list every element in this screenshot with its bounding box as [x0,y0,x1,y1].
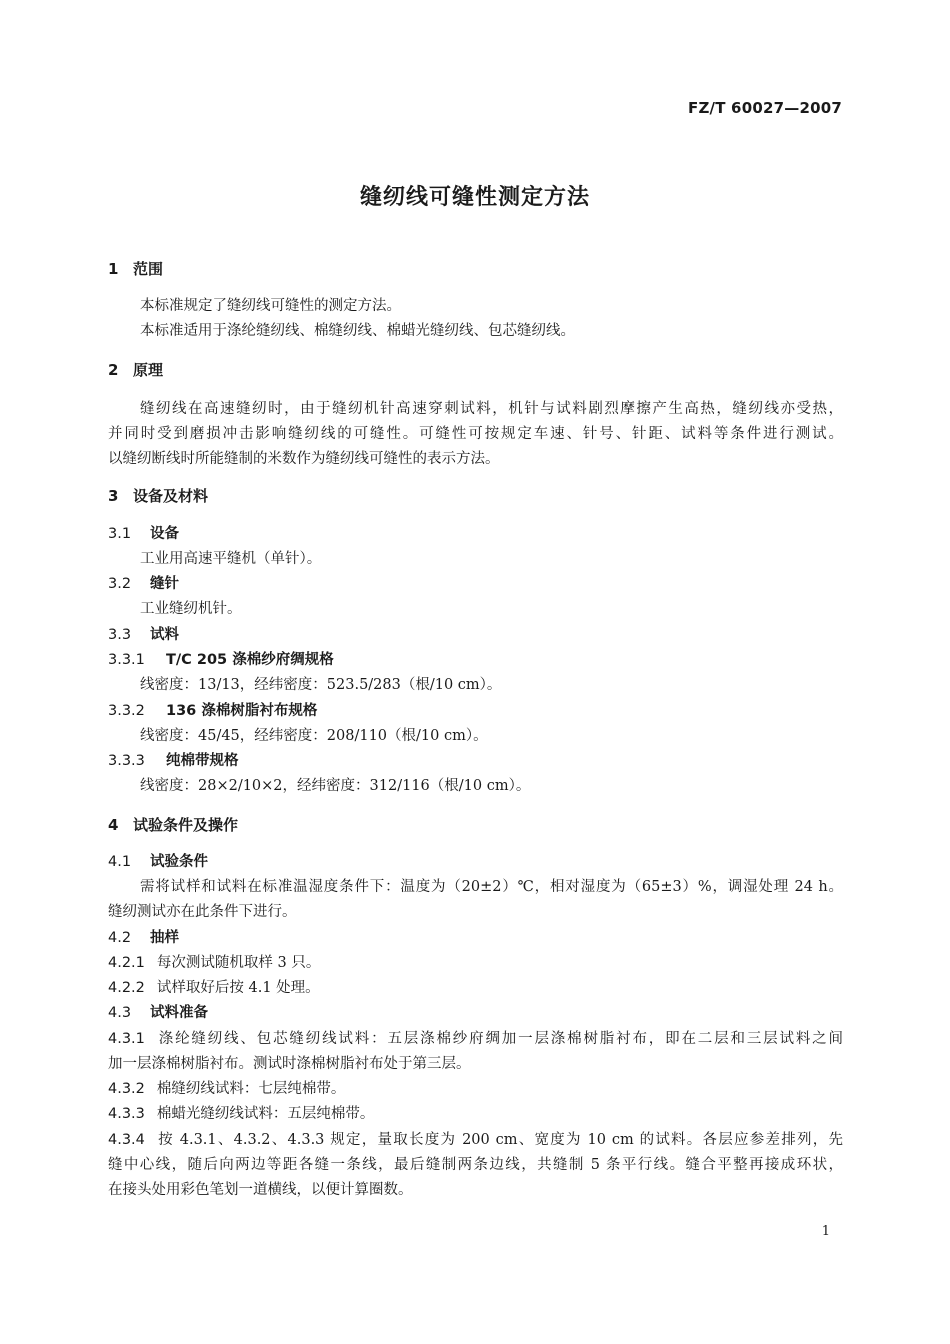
subsection-title: 136 涤棉树脂衬布规格 [166,703,318,719]
clause-number: 4.3.2 [108,1081,145,1097]
clause-4-2-1 [108,953,843,973]
subsection-number: 3.3.1 [108,652,145,668]
clause-4-3-2 [108,1079,843,1099]
subsection-number: 3.2 [108,576,132,592]
subsection-3-3-heading [108,625,843,645]
paragraph-line: 需将试样和试料在标准温湿度条件下：温度为（20±2）℃，相对湿度为（65±3）%，调湿处理 24 h。 [140,879,843,895]
page-number: 1 [821,1224,830,1239]
subsection-title: 试料准备 [150,1005,208,1021]
paragraph-line: 缝纫测试亦在此条件下进行。 [108,904,297,920]
subsection-number: 3.1 [108,526,132,542]
clause-text: 试样取好后按 4.1 处理。 [156,980,320,996]
subsection-number: 3.3.3 [108,753,145,769]
section-number: 3 [108,487,119,505]
subsection-4-2-heading [108,928,843,948]
section-1-heading [108,259,843,279]
paragraph: 工业用高速平缝机（单针）。 [140,551,322,567]
clause-number: 4.3.1 [108,1031,145,1047]
subsection-title: 设备 [150,526,179,542]
paragraph: 本标准规定了缝纫线可缝性的测定方法。 [140,298,401,314]
subsection-4-1-heading [108,852,843,872]
standard-code: FZ/T 60027—2007 [688,99,842,117]
subsection-title: 试验条件 [150,854,208,870]
subsection-number: 4.3 [108,1005,132,1021]
paragraph-line: 在接头处用彩色笔划一道横线，以便计算圈数。 [108,1182,413,1198]
subsection-number: 3.3.2 [108,703,145,719]
subsection-number: 3.3 [108,627,132,643]
clause-text: 棉缝纫线试料：七层纯棉带。 [156,1081,346,1097]
section-title: 设备及材料 [133,487,209,505]
subsection-3-3-3-heading [108,751,843,771]
clause-4-2-2 [108,978,843,998]
paragraph: 线密度：45/45，经纬密度：208/110（根/10 cm）。 [140,728,488,744]
clause-4-3-1-line [108,1029,843,1049]
paragraph-line: 缝纫线在高速缝纫时，由于缝纫机针高速穿刺试料，机针与试料剧烈摩擦产生高热，缝纫线亦受热， [140,401,843,417]
section-number: 2 [108,361,119,379]
section-title: 范围 [133,260,164,278]
paragraph: 线密度：28×2/10×2，经纬密度：312/116（根/10 cm）。 [140,778,531,794]
subsection-3-3-1-heading [108,650,843,670]
clause-text: 按 4.3.1、4.3.2、4.3.3 规定，量取长度为 200 cm、宽度为 10 cm 的试料。各层应参差排列，先 [156,1132,843,1148]
subsection-title: 试料 [150,627,179,643]
paragraph-line: 并同时受到磨损冲击影响缝纫线的可缝性。可缝性可按规定车速、针号、针距、试料等条件进行测试。 [108,426,843,442]
paragraph-line: 缝中心线，随后向两边等距各缝一条线，最后缝制两条边线，共缝制 5 条平行线。缝合平整再接成环状， [108,1157,843,1173]
clause-number: 4.3.3 [108,1106,145,1122]
clause-number: 4.2.1 [108,955,145,971]
clause-text: 棉蜡光缝纫线试料：五层纯棉带。 [156,1106,375,1122]
section-number: 4 [108,816,119,834]
subsection-3-1-heading [108,524,843,544]
subsection-title: 缝针 [150,576,179,592]
clause-text: 每次测试随机取样 3 只。 [156,955,321,971]
section-title: 试验条件及操作 [133,816,239,834]
clause-4-3-4-line [108,1130,843,1150]
clause-4-3-3 [108,1104,843,1124]
paragraph-line: 加一层涤棉树脂衬布。测试时涤棉树脂衬布处于第三层。 [108,1056,471,1072]
subsection-title: 纯棉带规格 [166,753,239,769]
section-3-heading [108,486,843,506]
document-title: 缝纫线可缝性测定方法 [359,185,590,210]
section-number: 1 [108,260,119,278]
section-4-heading [108,815,843,835]
subsection-title: T/C 205 涤棉纱府绸规格 [166,652,334,668]
subsection-number: 4.2 [108,930,132,946]
subsection-number: 4.1 [108,854,132,870]
paragraph-line: 以缝纫断线时所能缝制的米数作为缝纫线可缝性的表示方法。 [108,451,500,467]
paragraph: 工业缝纫机针。 [140,601,242,617]
section-2-heading [108,360,843,380]
clause-number: 4.3.4 [108,1132,145,1148]
section-title: 原理 [133,361,164,379]
subsection-title: 抽样 [150,930,179,946]
subsection-3-2-heading [108,574,843,594]
paragraph: 线密度：13/13，经纬密度：523.5/283（根/10 cm）。 [140,677,502,693]
subsection-3-3-2-heading [108,701,843,721]
clause-number: 4.2.2 [108,980,145,996]
subsection-4-3-heading [108,1003,843,1023]
clause-text: 涤纶缝纫线、包芯缝纫线试料：五层涤棉纱府绸加一层涤棉树脂衬布，即在二层和三层试料之间 [156,1031,843,1047]
paragraph: 本标准适用于涤纶缝纫线、棉缝纫线、棉蜡光缝纫线、包芯缝纫线。 [140,323,575,339]
